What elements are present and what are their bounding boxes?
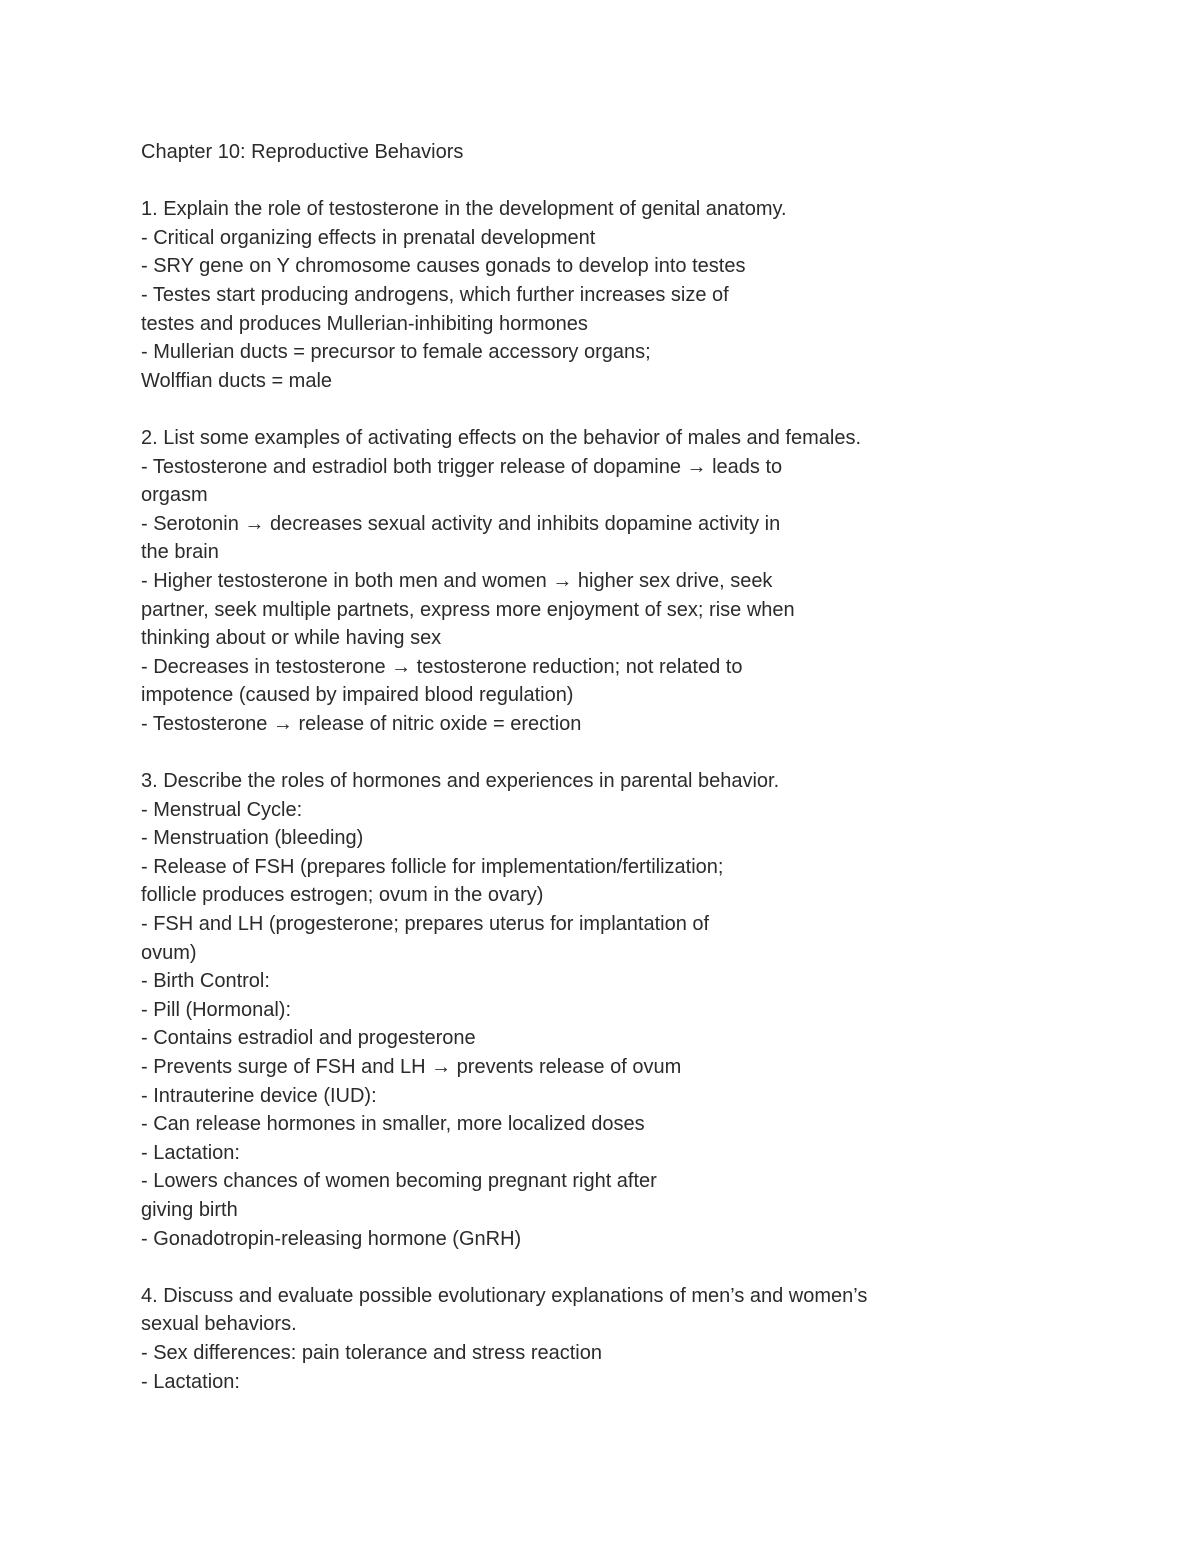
- note-line: follicle produces estrogen; ovum in the ovary): [141, 884, 544, 907]
- page-title: Chapter 10: Reproductive Behaviors: [141, 141, 464, 163]
- note-line: - Lactation:: [141, 1370, 240, 1393]
- question-heading: 1. Explain the role of testosterone in the development of genital anatomy.: [141, 198, 787, 221]
- note-line: - Serotonin → decreases sexual activity and inhibits dopamine activity in: [141, 512, 781, 535]
- question-section: [141, 195, 1141, 395]
- question-heading: 2. List some examples of activating effects on the behavior of males and females.: [141, 426, 862, 449]
- question-section: [141, 1282, 1141, 1396]
- note-line: Wolffian ducts = male: [141, 369, 333, 392]
- note-line: - Sex differences: pain tolerance and stress reaction: [141, 1341, 602, 1364]
- note-line: - Decreases in testosterone → testosterone reduction; not related to: [141, 655, 743, 678]
- sections-container: [141, 195, 1141, 1396]
- note-line: sexual behaviors.: [141, 1313, 297, 1336]
- note-line: - FSH and LH (progesterone; prepares uterus for implantation of: [141, 913, 710, 936]
- note-line: - SRY gene on Y chromosome causes gonads to develop into testes: [141, 255, 746, 278]
- note-line: thinking about or while having sex: [141, 627, 442, 650]
- note-line: the brain: [141, 541, 219, 564]
- section-gap: [141, 167, 1141, 196]
- section-gap: [141, 1253, 1141, 1282]
- note-line: giving birth: [141, 1198, 238, 1221]
- question-section: [141, 767, 1141, 1253]
- note-line: - Testes start producing androgens, which further increases size of: [141, 283, 729, 306]
- note-line: testes and produces Mullerian-inhibiting hormones: [141, 312, 588, 335]
- note-line: - Testosterone and estradiol both trigger release of dopamine → leads to: [141, 455, 783, 478]
- document-body: [141, 138, 1141, 1396]
- note-line: - Lowers chances of women becoming pregnant right after: [141, 1170, 657, 1193]
- note-line: - Release of FSH (prepares follicle for implementation/fertilization;: [141, 855, 724, 878]
- section-gap: [141, 738, 1141, 767]
- question-heading: 4. Discuss and evaluate possible evolutionary explanations of men’s and women’s: [141, 1284, 868, 1307]
- note-line: - Mullerian ducts = precursor to female accessory organs;: [141, 341, 651, 364]
- note-line: orgasm: [141, 484, 208, 507]
- note-line: - Gonadotropin-releasing hormone (GnRH): [141, 1227, 522, 1250]
- note-line: - Higher testosterone in both men and women → higher sex drive, seek: [141, 569, 773, 592]
- note-line: - Birth Control:: [141, 970, 270, 993]
- note-line: - Critical organizing effects in prenatal development: [141, 226, 596, 249]
- note-line: - Intrauterine device (IUD):: [141, 1084, 377, 1107]
- note-line: - Menstruation (bleeding): [141, 827, 364, 850]
- note-line: partner, seek multiple partnets, express more enjoyment of sex; rise when: [141, 598, 795, 621]
- question-heading: 3. Describe the roles of hormones and experiences in parental behavior.: [141, 770, 780, 793]
- note-line: - Menstrual Cycle:: [141, 798, 303, 821]
- note-line: - Contains estradiol and progesterone: [141, 1027, 476, 1050]
- note-line: - Testosterone → release of nitric oxide = erection: [141, 712, 582, 735]
- note-line: ovum): [141, 941, 197, 964]
- note-line: - Prevents surge of FSH and LH → prevents release of ovum: [141, 1056, 682, 1078]
- question-section: [141, 424, 1141, 739]
- note-line: - Lactation:: [141, 1141, 240, 1164]
- note-line: impotence (caused by impaired blood regulation): [141, 684, 574, 707]
- note-line: - Pill (Hormonal):: [141, 998, 292, 1021]
- section-gap: [141, 395, 1141, 424]
- note-line: - Can release hormones in smaller, more localized doses: [141, 1113, 645, 1136]
